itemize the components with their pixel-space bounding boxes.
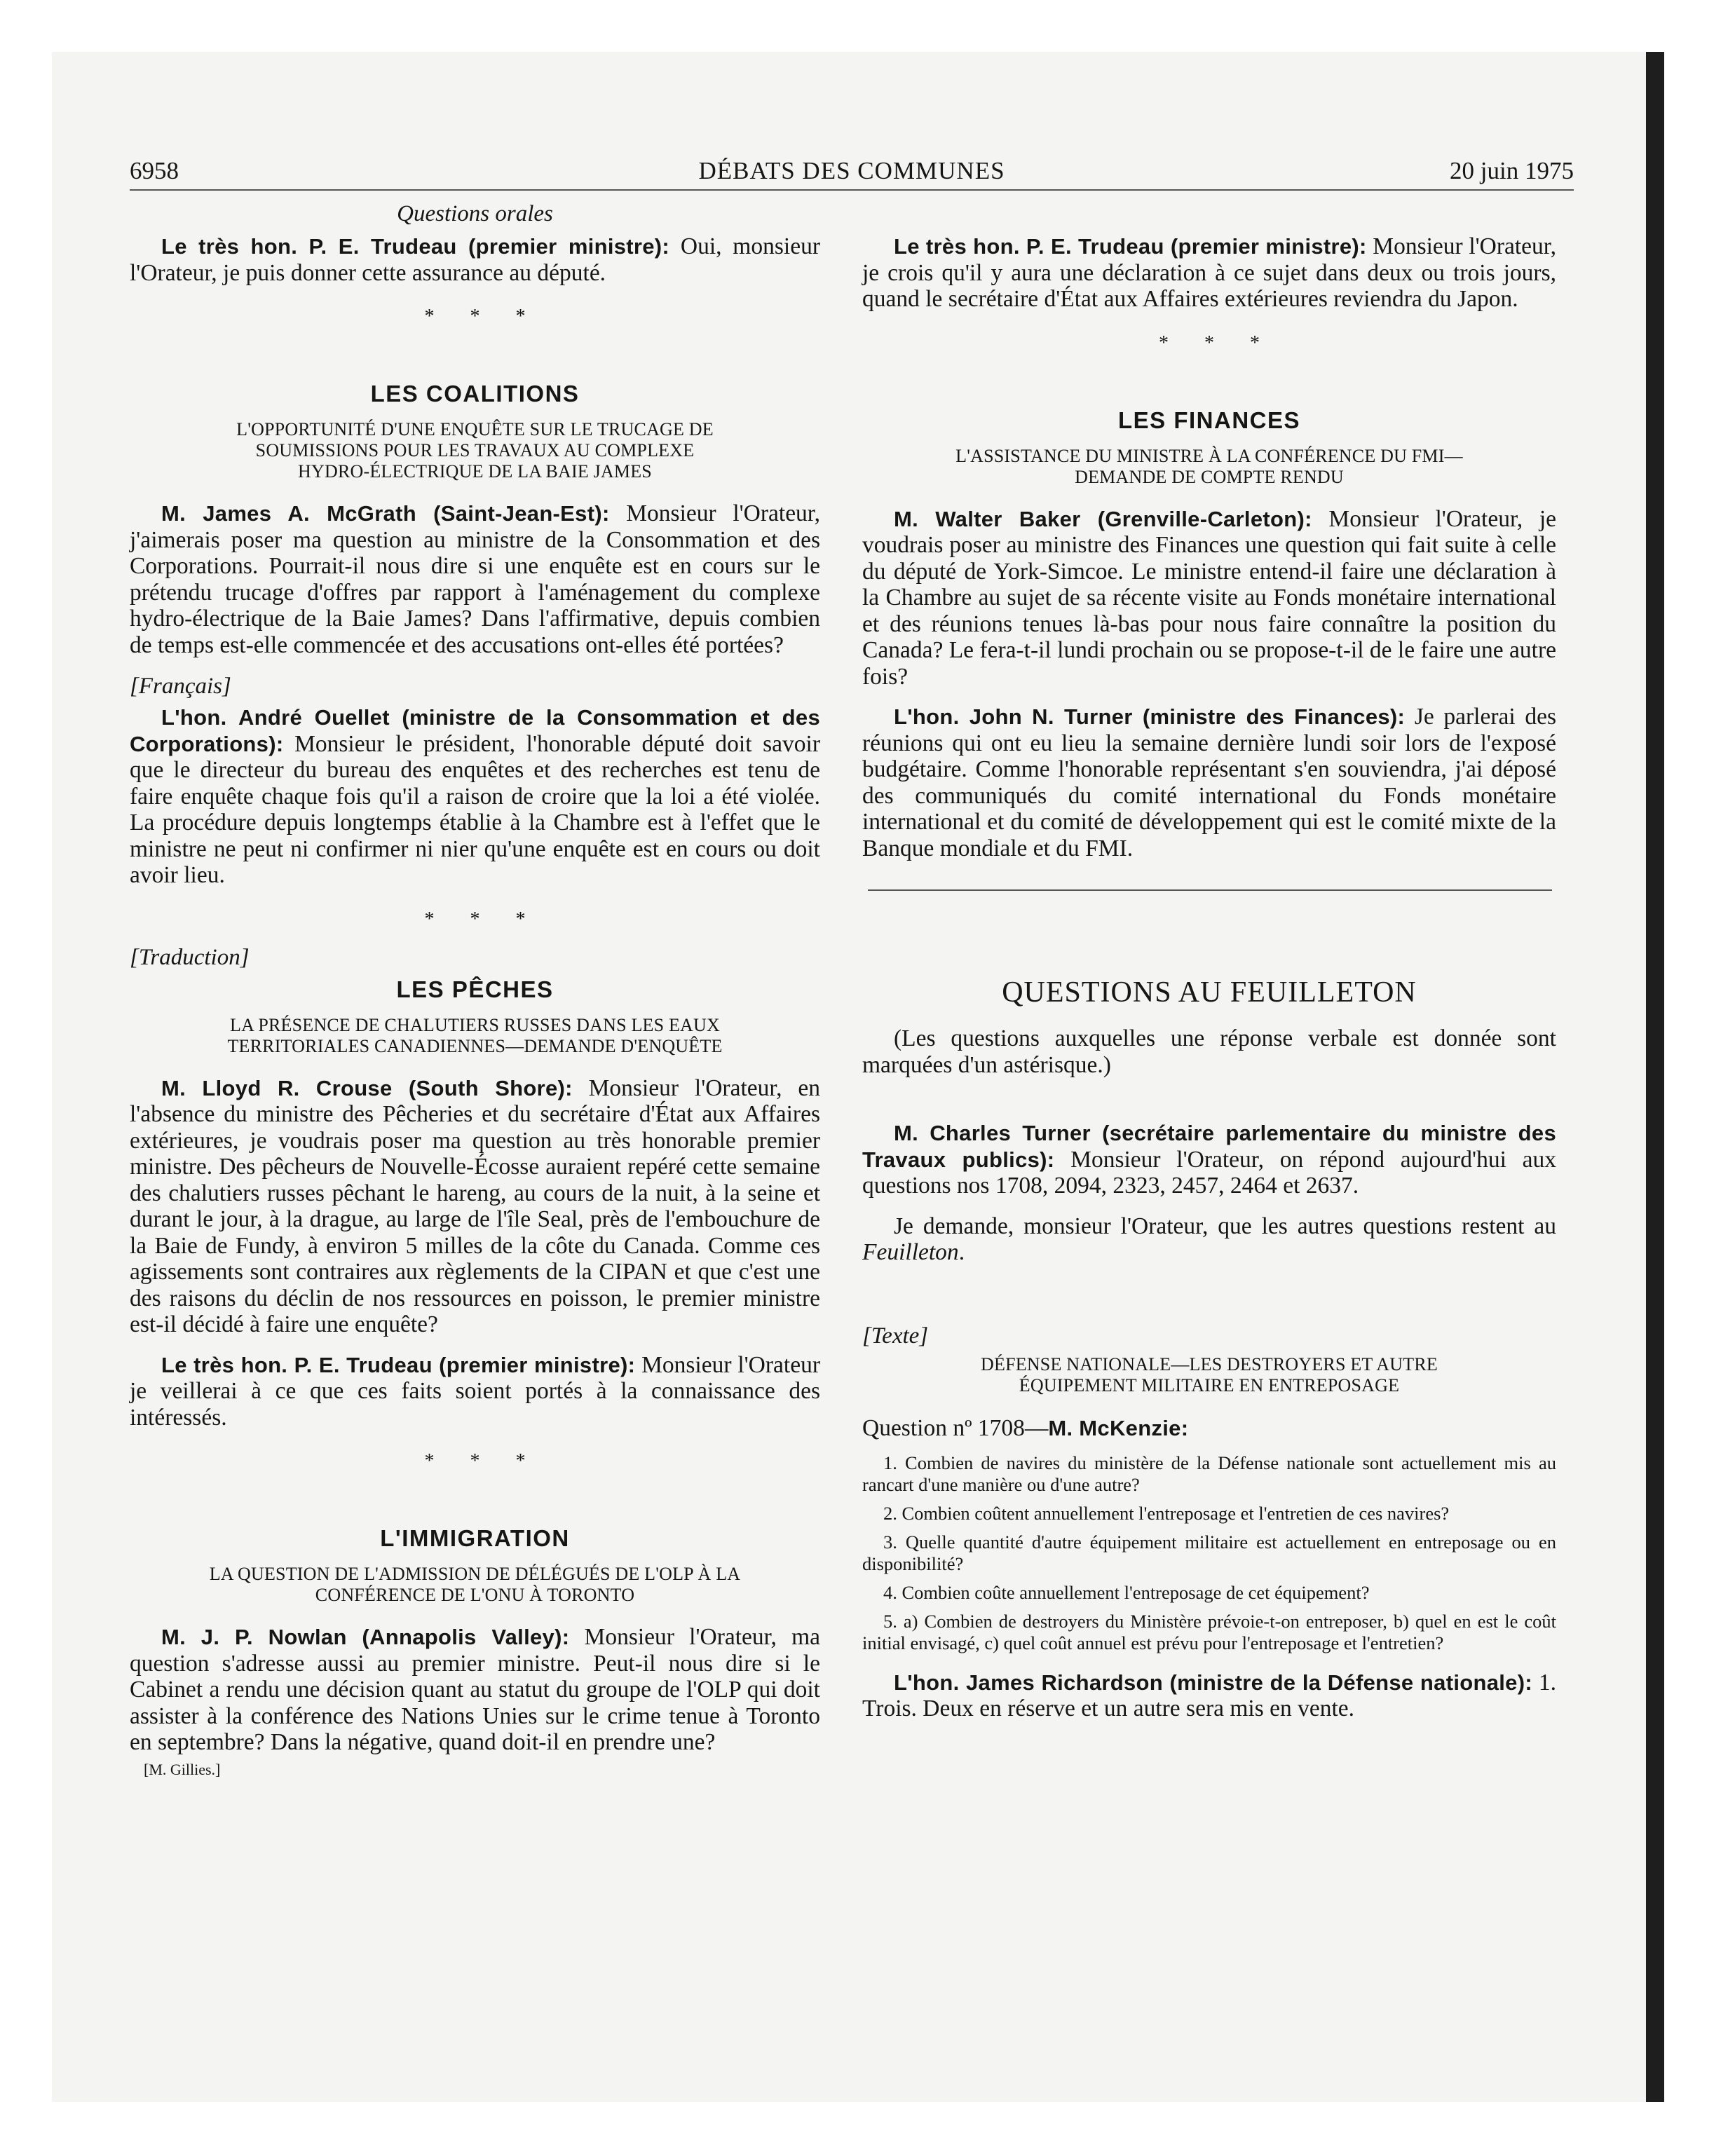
paragraph — [862, 1670, 1556, 1722]
paragraph — [130, 500, 820, 658]
section-title: QUESTIONS AU FEUILLETON — [1002, 976, 1417, 1009]
paragraph — [862, 704, 1556, 861]
speech-text: Monsieur le président, l'honorable député doit savoir que le directeur du bureau des enquêtes et des recherches est tenu de faire enquête chaque fois qu'il a raison de croire que la loi a été violée. La procédure depuis longtemps établie à la Chambre est à l'effet que le ministre ne peut ni confirmer ni nier qu'une enquête est en cours ou doit avoir lieu. — [130, 730, 821, 888]
paragraph — [130, 1624, 820, 1756]
speaker-name: L'hon. James Richardson (ministre de la Défense nationale): — [894, 1670, 1532, 1695]
section-subtitle — [130, 1015, 820, 1057]
subtitle-line: ÉQUIPEMENT MILITAIRE EN ENTREPOSAGE — [1019, 1374, 1400, 1396]
subtitle-line: DEMANDE DE COMPTE RENDU — [1075, 466, 1344, 487]
speaker-name: L'hon. John N. Turner (ministre des Finances): — [894, 704, 1406, 729]
section-separator: * * * — [1159, 332, 1275, 354]
language-marker: [Traduction] — [130, 944, 250, 970]
language-marker: [Français] — [130, 674, 231, 699]
speech-text: 1. Trois. Deux en réserve et un autre sera mis en vente. — [862, 1669, 1557, 1721]
section-title: LES COALITIONS — [370, 381, 580, 407]
paragraph — [130, 233, 820, 286]
speech-text: . — [958, 1239, 965, 1265]
speech-text: Monsieur l'Orateur, ma question s'adresse aussi au premier ministre. Peut-il nous dire si le Cabinet a rendu une décision quant au statut du groupe de l'OLP qui doit assister à la conférence des Nations Unies sur le crime tenue à Toronto en septembre? Dans la négative, quand doit-il en prendre une? — [130, 1624, 820, 1755]
speech-text: Monsieur l'Orateur, j'aimerais poser ma question au ministre de la Consommation et des Corporations. Pourrait-il nous dire si une enquête est en cours sur le prétendu trucage d'offres par rapport à l'aménagement du complexe hydro-électrique de la Baie James? Dans l'affirmative, depuis combien de temps est-elle commencée et des accusations ont-elles été portées? — [130, 500, 820, 658]
section-divider — [868, 889, 1552, 891]
page-number: 6958 — [130, 157, 179, 184]
speaker-name: M. James A. McGrath (Saint-Jean-Est): — [161, 501, 610, 526]
section-separator: * * * — [424, 1450, 541, 1472]
publication-title: DÉBATS DES COMMUNES — [698, 157, 1005, 184]
language-marker: [Texte] — [862, 1323, 929, 1349]
subtitle-line: SOUMISSIONS POUR LES TRAVAUX AU COMPLEXE — [255, 440, 695, 460]
subtitle-line: L'ASSISTANCE DU MINISTRE À LA CONFÉRENCE DU FMI— — [955, 445, 1463, 466]
speech-text: Oui, monsieur l'Orateur, je puis donner cette assurance au député. — [130, 233, 820, 286]
question-author: M. McKenzie: — [1048, 1415, 1189, 1440]
subtitle-line: DÉFENSE NATIONALE—LES DESTROYERS ET AUTRE — [981, 1353, 1438, 1374]
question-heading — [862, 1414, 1556, 1442]
section-subtitle — [130, 1564, 820, 1606]
paragraph — [862, 506, 1556, 690]
italic-text: Feuilleton — [862, 1239, 959, 1265]
subtitle-line: LA QUESTION DE L'ADMISSION DE DÉLÉGUÉS DE L'OLP À LA — [209, 1564, 741, 1584]
subtitle-line: LA PRÉSENCE DE CHALUTIERS RUSSES DANS LES EAUX — [230, 1014, 720, 1035]
speaker-name: M. Charles Turner (secrétaire parlementaire du ministre des Travaux publics): — [862, 1121, 1556, 1172]
section-separator: * * * — [424, 908, 541, 930]
paragraph — [130, 704, 820, 889]
speech-text: Monsieur l'Orateur, je voudrais poser au ministre des Finances une question qui fait suite à celle du député de York-Simcoe. Le ministre entend-il faire une déclaration à la Chambre au sujet de sa récente visite au Fonds monétaire international et des réunions tenues là-bas pour nous faire connaître la position du Canada? Le fera-t-il lundi prochain ou se propose-t-il de le faire une autre fois? — [862, 505, 1556, 690]
section-subtitle — [862, 1354, 1556, 1396]
question-item: 5. a) Combien de destroyers du Ministère prévoie-t-on entreposer, b) quel en est le coût initial envisagé, c) quel coût annuel est prévu pour l'entreposage et l'entretien? — [862, 1610, 1556, 1653]
speech-text: Je demande, monsieur l'Orateur, que les autres questions restent au — [894, 1213, 1556, 1239]
speaker-name: M. Walter Baker (Grenville-Carleton): — [894, 506, 1312, 531]
paragraph — [862, 1120, 1556, 1199]
subtitle-line: CONFÉRENCE DE L'ONU À TORONTO — [315, 1585, 635, 1605]
speech-text: Monsieur l'Orateur, on répond aujourd'hui aux questions nos 1708, 2094, 2323, 2457, 2464 et 2637. — [862, 1146, 1556, 1199]
question-item: 3. Quelle quantité d'autre équipement militaire est actuellement en entreposage ou en disponibilité? — [862, 1531, 1556, 1574]
section-subtitle — [862, 446, 1556, 488]
question-item: 1. Combien de navires du ministère de la Défense nationale sont actuellement mis au rancart d'une manière ou d'une autre? — [862, 1452, 1556, 1495]
right-column — [862, 233, 1556, 1736]
paragraph — [862, 233, 1556, 313]
running-head: Questions orales — [397, 201, 553, 226]
speaker-name: M. J. P. Nowlan (Annapolis Valley): — [161, 1625, 570, 1649]
subtitle-line: TERRITORIALES CANADIENNES—DEMANDE D'ENQUÊTE — [227, 1035, 723, 1056]
section-title: LES PÊCHES — [396, 976, 554, 1002]
question-number: Question nº 1708— — [862, 1414, 1049, 1441]
speaker-name: Le très hon. P. E. Trudeau (premier ministre): — [894, 234, 1367, 259]
page-date: 20 juin 1975 — [1450, 157, 1574, 184]
speech-text: Monsieur l'Orateur, je crois qu'il y aura une déclaration à ce sujet dans deux ou trois jours, quand le secrétaire d'État aux Affaires extérieures reviendra du Japon. — [862, 233, 1556, 312]
speech-text: Monsieur l'Orateur, en l'absence du ministre des Pêcheries et du secrétaire d'État aux Affaires extérieures, je voudrais poser ma question au très honorable premier ministre. Des pêcheurs de Nouvelle-Écosse auraient repéré cette semaine des chalutiers russes pêchant le hareng, au cours de la nuit, à la seine et durant le jour, à la drague, au large de l'île Seal, près de l'embouchure de la Baie de Fundy, à environ 5 milles de la côte du Canada. Comme ces agissements sont contraires aux règlements de la CIPAN et que c'est une des raisons du déclin de nos ressources en poisson, le premier ministre est-il décidé à faire une enquête? — [130, 1074, 821, 1337]
section-separator: * * * — [424, 306, 541, 327]
paragraph — [862, 1213, 1556, 1266]
speaker-name: Le très hon. P. E. Trudeau (premier ministre): — [161, 234, 670, 259]
speaker-reference: [M. Gillies.] — [144, 1760, 221, 1778]
subtitle-line: HYDRO-ÉLECTRIQUE DE LA BAIE JAMES — [298, 461, 652, 482]
section-title: L'IMMIGRATION — [380, 1525, 570, 1551]
left-column — [130, 200, 820, 1780]
note: (Les questions auxquelles une réponse verbale est donnée sont marquées d'un astérisque.) — [862, 1025, 1556, 1078]
scan-edge — [1646, 52, 1664, 2102]
question-item: 2. Combien coûtent annuellement l'entreposage et l'entretien de ces navires? — [883, 1502, 1450, 1524]
paragraph — [130, 1075, 820, 1338]
section-subtitle — [130, 419, 820, 482]
paragraph — [130, 1352, 820, 1431]
speaker-name: Le très hon. P. E. Trudeau (premier ministre): — [161, 1352, 636, 1377]
question-item: 4. Combien coûte annuellement l'entreposage de cet équipement? — [883, 1581, 1370, 1603]
speech-text: Monsieur l'Orateur je veillerai à ce que ces faits soient portés à la connaissance des intéressés. — [130, 1351, 820, 1431]
speaker-name: M. Lloyd R. Crouse (South Shore): — [161, 1075, 573, 1100]
page-header — [130, 153, 1574, 191]
speech-text: Je parlerai des réunions qui ont eu lieu la semaine dernière lundi soir lors de l'exposé budgétaire. Comme l'honorable représentant s'en souviendra, j'ai déposé des communiqués du comité international du Fonds monétaire international et du comité de développement qui est le comité mixte de la Banque mondiale et du FMI. — [862, 704, 1556, 861]
section-title: LES FINANCES — [1117, 407, 1301, 433]
speaker-name: L'hon. André Ouellet (ministre de la Consommation et des Corporations): — [130, 705, 820, 756]
subtitle-line: L'OPPORTUNITÉ D'UNE ENQUÊTE SUR LE TRUCAGE DE — [236, 419, 714, 439]
